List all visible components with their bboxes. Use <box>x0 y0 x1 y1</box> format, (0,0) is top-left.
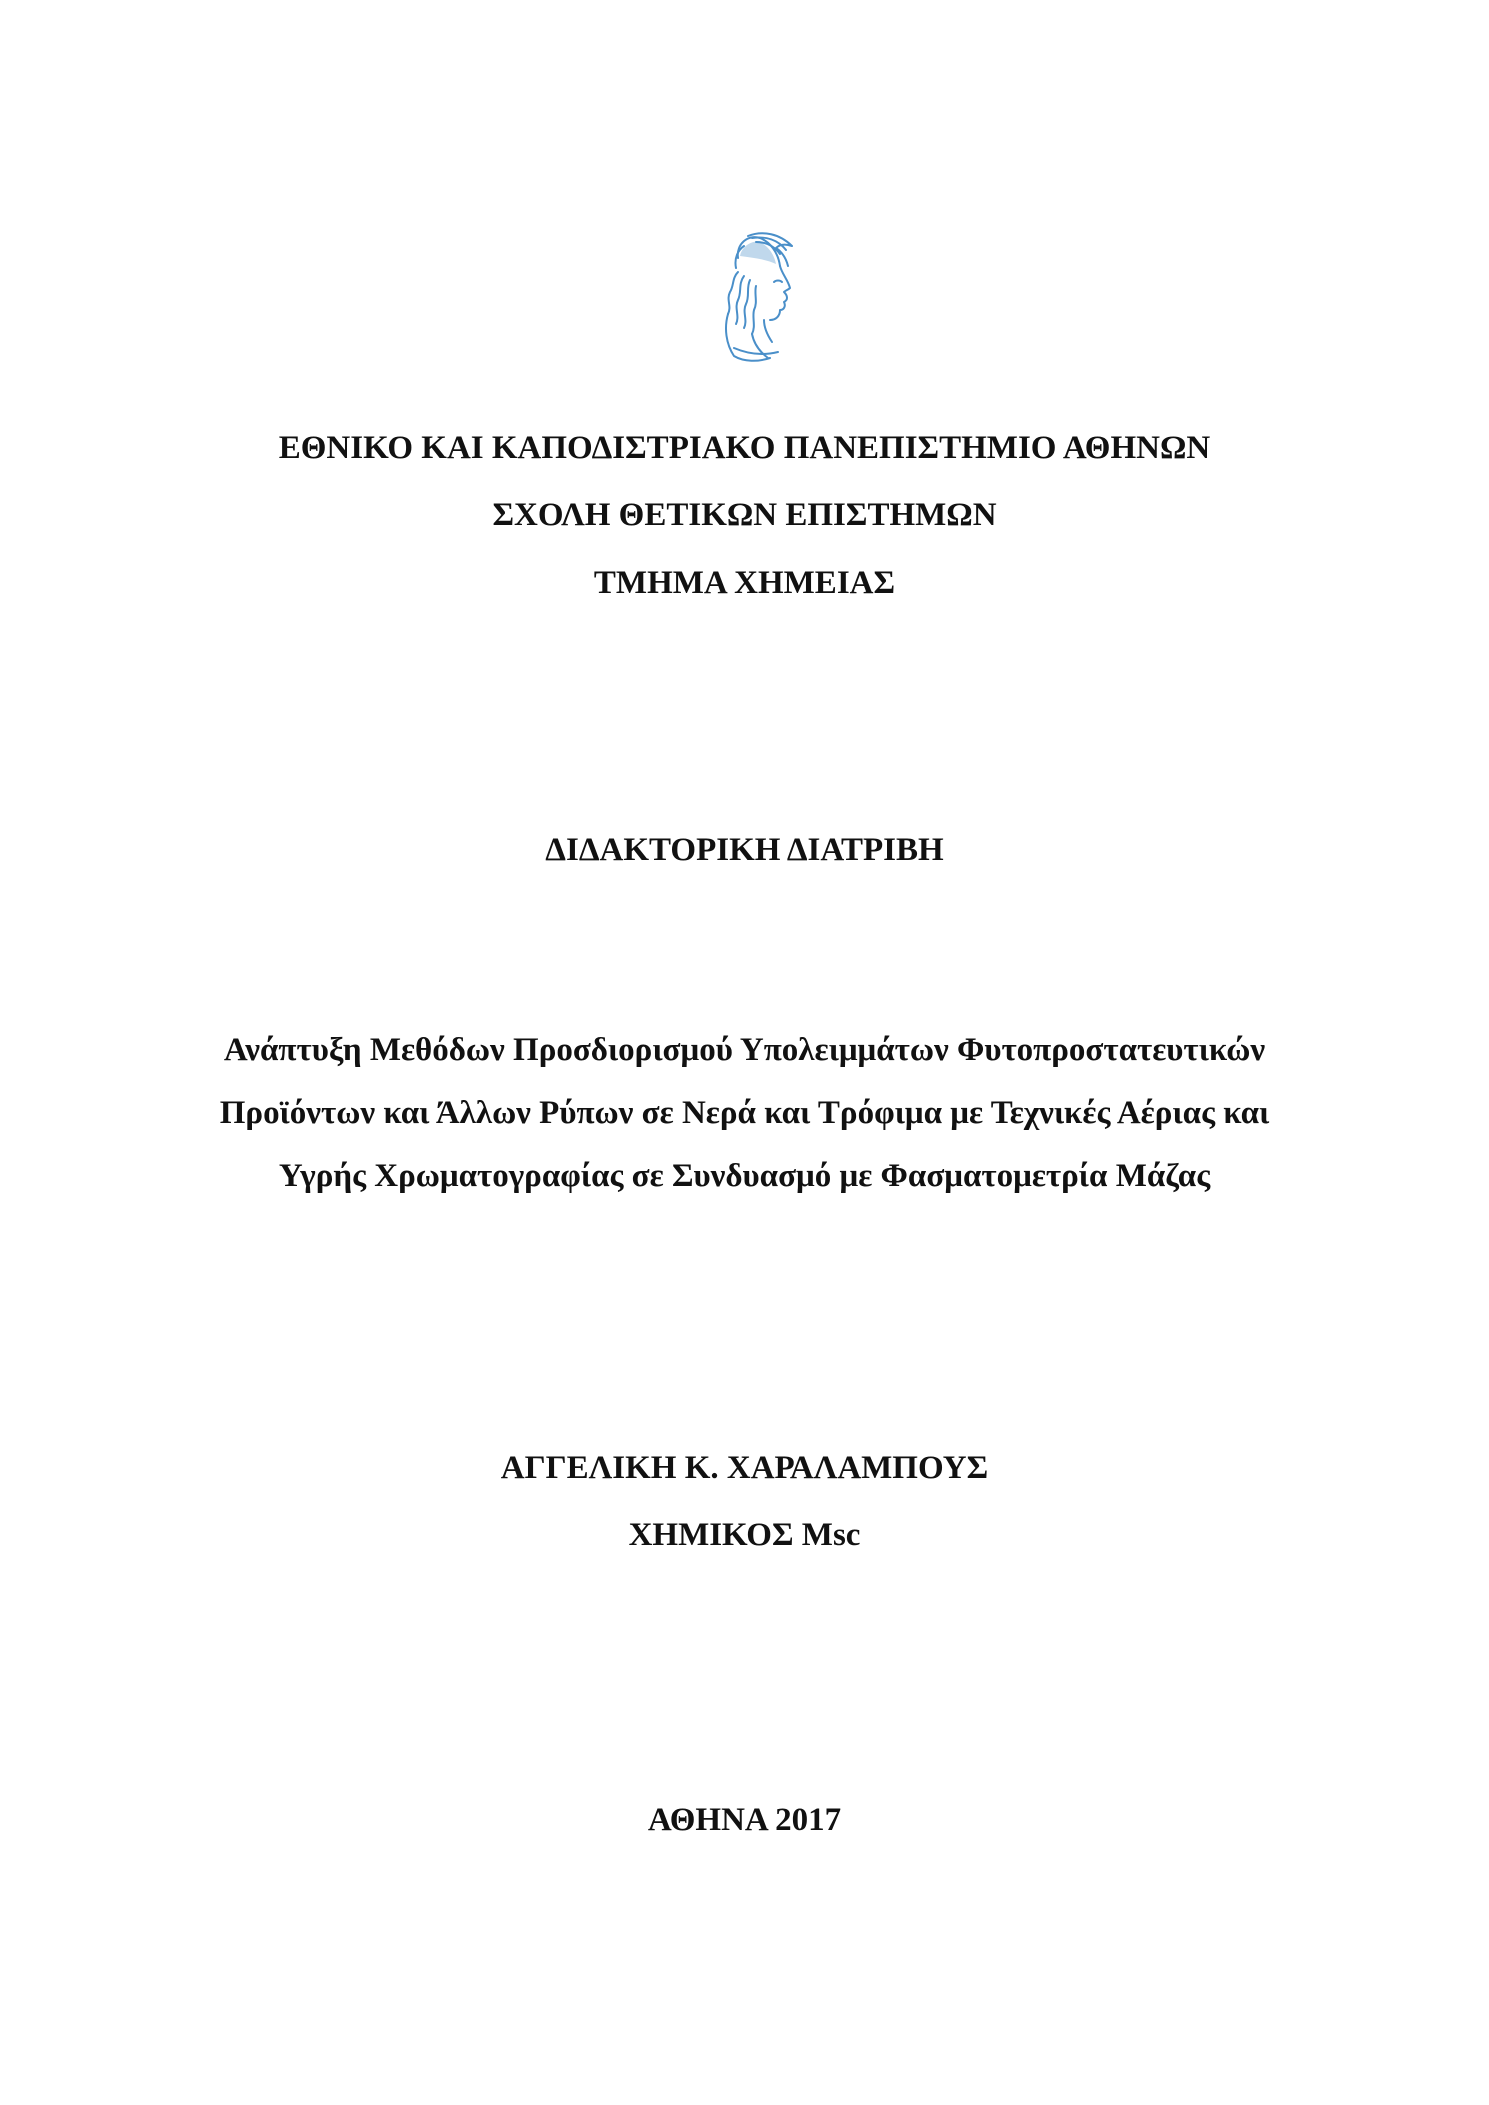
school-name: ΣΧΟΛΗ ΘΕΤΙΚΩΝ ΕΠΙΣΤΗΜΩΝ <box>492 497 997 533</box>
university-name: ΕΘΝΙΚΟ ΚΑΙ ΚΑΠΟΔΙΣΤΡΙΑΚΟ ΠΑΝΕΠΙΣΤΗΜΙΟ ΑΘΗΝΩΝ <box>278 430 1211 466</box>
thesis-title-line-2: Προϊόντων και Άλλων Ρύπων σε Νερά και Τρόφιμα με Τεχνικές Αέριας και <box>219 1095 1270 1131</box>
author-name: ΑΓΓΕΛΙΚΗ Κ. ΧΑΡΑΛΑΜΠΟΥΣ <box>500 1450 989 1486</box>
place-year: ΑΘΗΝΑ 2017 <box>647 1802 842 1838</box>
athena-head-icon <box>708 228 798 364</box>
thesis-title-line-3: Υγρής Χρωματογραφίας σε Συνδυασμό με Φασματομετρία Μάζας <box>278 1158 1211 1194</box>
author-title: ΧΗΜΙΚΟΣ Msc <box>628 1517 861 1553</box>
department-name: ΤΜΗΜΑ ΧΗΜΕΙΑΣ <box>593 565 896 601</box>
document-type: ΔΙΔΑΚΤΟΡΙΚΗ ΔΙΑΤΡΙΒΗ <box>545 832 944 868</box>
thesis-title-line-1: Ανάπτυξη Μεθόδων Προσδιορισμού Υπολειμμάτων Φυτοπροστατευτικών <box>223 1032 1266 1068</box>
